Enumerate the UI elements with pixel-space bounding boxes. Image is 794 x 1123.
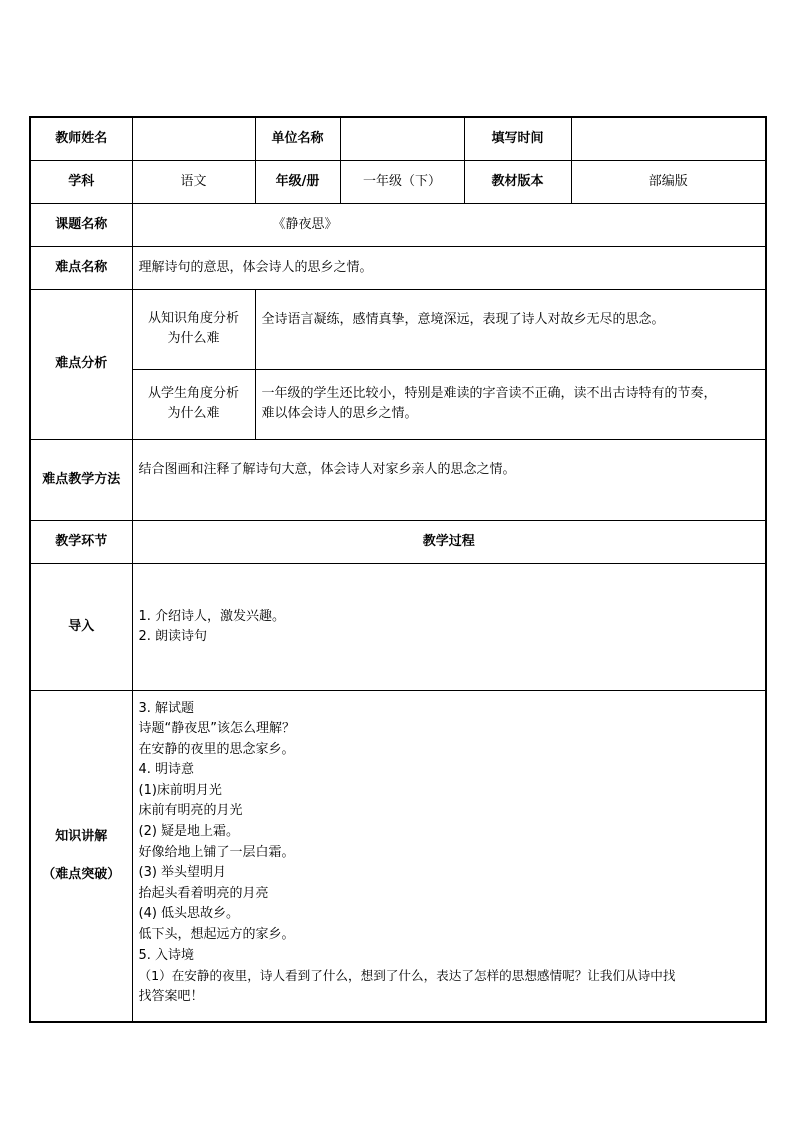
subject-value: 语文 (132, 160, 255, 203)
unit-name-label: 单位名称 (255, 117, 340, 160)
knowledge-line: （1）在安静的夜里，诗人看到了什么，想到了什么，表达了怎样的思想感情呢？让我们从诗中找 (138, 968, 676, 984)
student-angle-label-line2: 为什么难 (167, 406, 220, 421)
knowledge-line: (3) 举头望明月 (138, 865, 227, 881)
knowledge-line: 在安静的夜里的思念家乡。 (138, 741, 295, 757)
method-label: 难点教学方法 (30, 439, 132, 520)
fill-time-label: 填写时间 (464, 117, 571, 160)
knowledge-line: 床前有明亮的月光 (138, 803, 243, 819)
knowledge-section-label-line2: （难点突破） (42, 866, 121, 882)
intro-label: 导入 (30, 563, 132, 690)
method-value: 结合图画和注释了解诗句大意，体会诗人对家乡亲人的思念之情。 (132, 439, 766, 520)
difficulty-label: 难点名称 (30, 246, 132, 289)
knowledge-line: 找答案吧！ (138, 988, 204, 1004)
intro-line: 2. 朗读诗句 (138, 628, 208, 644)
teacher-name-value[interactable] (132, 117, 255, 160)
knowledge-line: (4) 低头思故乡。 (138, 906, 240, 922)
student-angle-value (255, 369, 766, 439)
knowledge-section-content (132, 690, 766, 1022)
knowledge-line: 3. 解试题 (138, 700, 195, 716)
analysis-label: 难点分析 (30, 289, 132, 439)
edition-value: 部编版 (571, 160, 766, 203)
knowledge-line: 抬起头看着明亮的月亮 (138, 885, 269, 901)
topic-value: 《静夜思》 (132, 203, 766, 246)
difficulty-value: 理解诗句的意思，体会诗人的思乡之情。 (132, 246, 766, 289)
intro-line: 1. 介绍诗人，激发兴趣。 (138, 608, 286, 624)
knowledge-line: 低下头，想起远方的家乡。 (138, 927, 295, 943)
topic-label: 课题名称 (30, 203, 132, 246)
knowledge-angle-value: 全诗语言凝练，感情真挚，意境深远，表现了诗人对故乡无尽的思念。 (255, 289, 766, 369)
student-angle-label-line1: 从学生角度分析 (147, 386, 239, 401)
knowledge-angle-label-line2: 为什么难 (167, 331, 220, 346)
fill-time-value[interactable] (571, 117, 766, 160)
student-angle-value-line2: 难以体会诗人的思乡之情。 (261, 406, 418, 421)
lesson-plan-table (29, 116, 767, 1023)
process-content-header: 教学过程 (132, 520, 766, 563)
knowledge-line: (2) 疑是地上霜。 (138, 824, 240, 840)
teacher-name-label: 教师姓名 (30, 117, 132, 160)
student-angle-label (132, 369, 255, 439)
student-angle-value-line1: 一年级的学生还比较小，特别是难读的字音读不正确，读不出古诗特有的节奏， (261, 386, 717, 401)
grade-value: 一年级（下） (340, 160, 464, 203)
edition-label: 教材版本 (464, 160, 571, 203)
knowledge-line: 诗题“静夜思”该怎么理解？ (138, 721, 295, 737)
process-step-header: 教学环节 (30, 520, 132, 563)
subject-label: 学科 (30, 160, 132, 203)
knowledge-line: 4. 明诗意 (138, 762, 195, 778)
grade-label: 年级/册 (255, 160, 340, 203)
knowledge-line: 5. 入诗境 (138, 947, 195, 963)
knowledge-section-label (30, 690, 132, 1022)
knowledge-angle-label (132, 289, 255, 369)
intro-content (132, 563, 766, 690)
knowledge-section-label-line1: 知识讲解 (55, 828, 108, 844)
knowledge-line: 好像给地上铺了一层白霜。 (138, 844, 295, 860)
knowledge-angle-label-line1: 从知识角度分析 (147, 311, 239, 326)
knowledge-line: (1)床前明月光 (138, 782, 222, 798)
unit-name-value[interactable] (340, 117, 464, 160)
